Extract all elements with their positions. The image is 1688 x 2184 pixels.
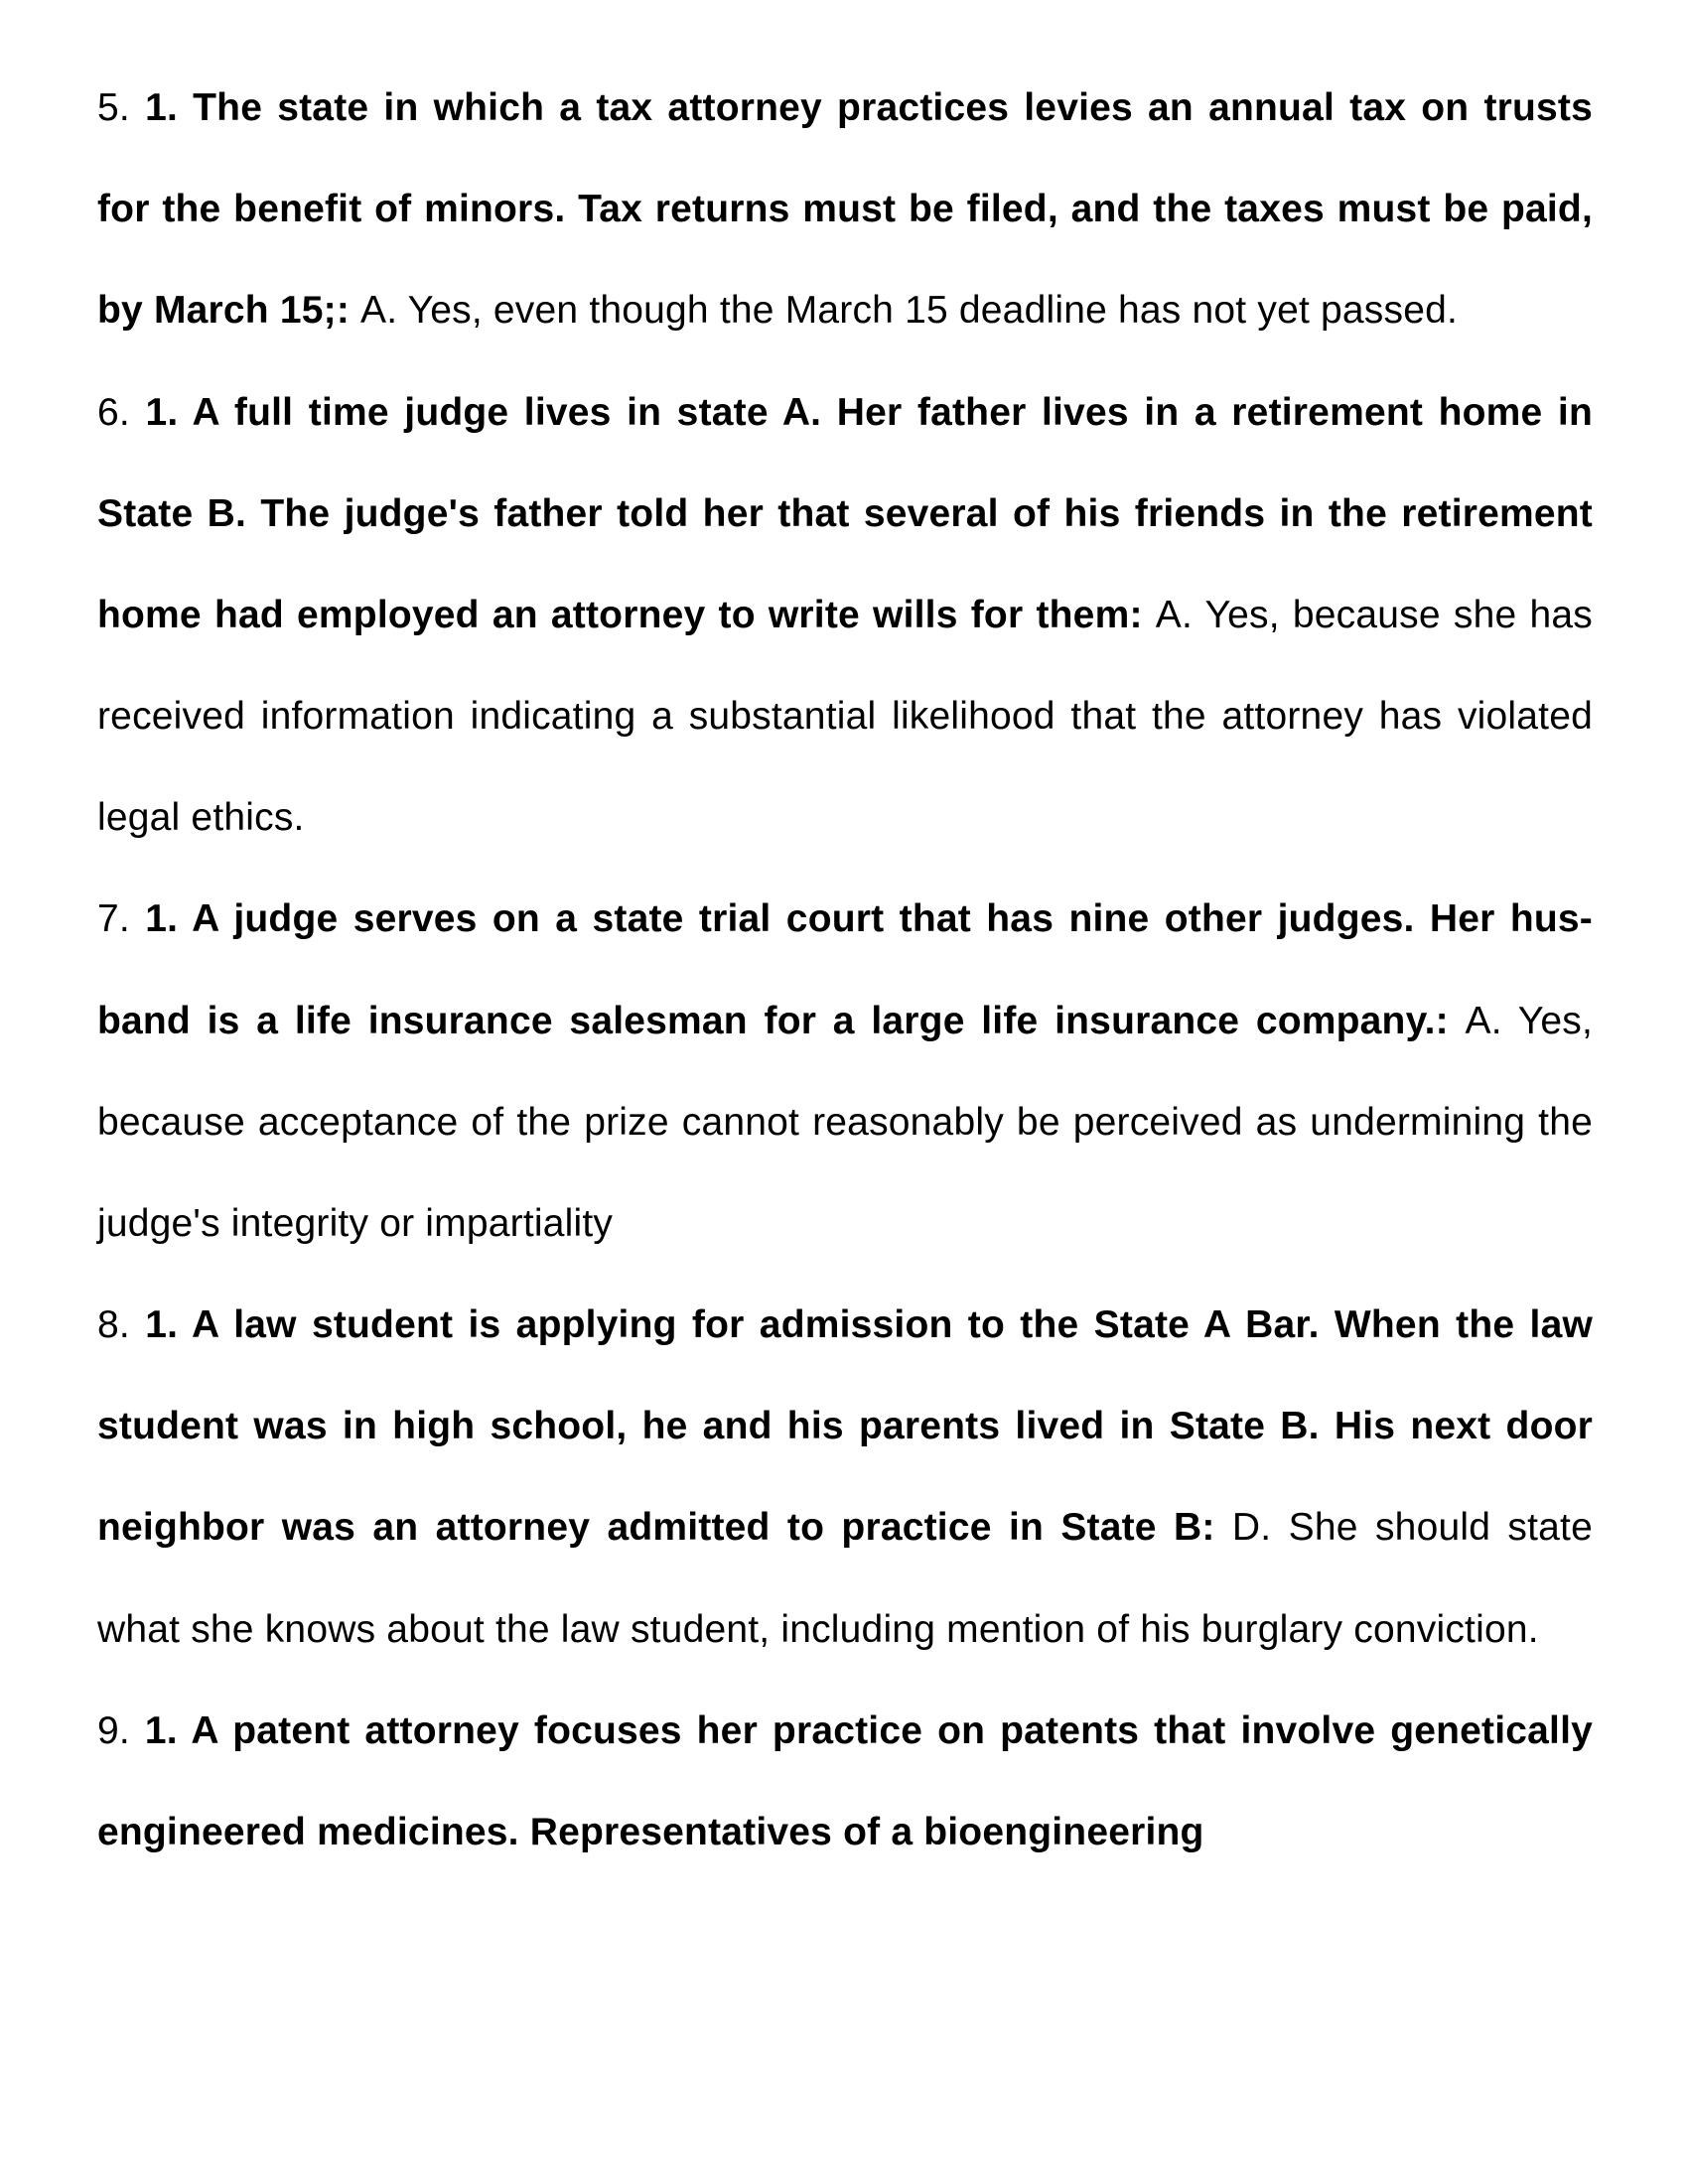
answer-text: D. She should state what she knows about the law student, including mention of his burglary conviction. bbox=[97, 1506, 1593, 1651]
qa-item-8 bbox=[97, 1275, 1593, 1681]
answer-text: A. Yes, even though the March 15 deadline has not yet passed. bbox=[360, 289, 1459, 333]
qa-item-5 bbox=[97, 58, 1593, 362]
item-number: 6. bbox=[97, 390, 146, 434]
item-number: 5. bbox=[97, 86, 146, 129]
qa-item-7 bbox=[97, 869, 1593, 1275]
question-text: 1. A patent attorney focuses her practice on patents that involve genetically engineered medicines. Representatives of a bioengineering bbox=[97, 1708, 1593, 1853]
qa-item-9 bbox=[97, 1681, 1593, 1883]
answer-text: A. Yes, because she has received information indicating a substantial likelihood that the attorney has violated legal ethics. bbox=[97, 593, 1593, 840]
question-text: 1. A law student is applying for admission to the State A Bar. When the law student was in high school, he and his parents lived in State B. His next door neighbor was an attorney admitted to practice in State B: bbox=[97, 1303, 1593, 1550]
question-text: 1. The state in which a tax attorney practices levies an annual tax on trusts for the benefit of minors. Tax returns must be filed, and the taxes must be paid, by March 15;: bbox=[97, 86, 1593, 333]
answer-text: A. Yes, because acceptance of the prize cannot reasonably be perceived as undermining the judge's integrity or impartiality bbox=[97, 999, 1593, 1245]
item-number: 9. bbox=[97, 1708, 145, 1752]
item-number: 8. bbox=[97, 1303, 146, 1347]
question-text: 1. A judge serves on a state trial court that has nine other judges. Her hus- band is a life insurance salesman for a large life insurance company.: bbox=[97, 897, 1593, 1042]
question-text: 1. A full time judge lives in state A. Her father lives in a retirement home in State B. The judge's father told her that several of his friends in the retirement home had employed an attorney to write wills for them: bbox=[97, 390, 1593, 636]
qa-item-6 bbox=[97, 362, 1593, 870]
item-number: 7. bbox=[97, 897, 146, 941]
